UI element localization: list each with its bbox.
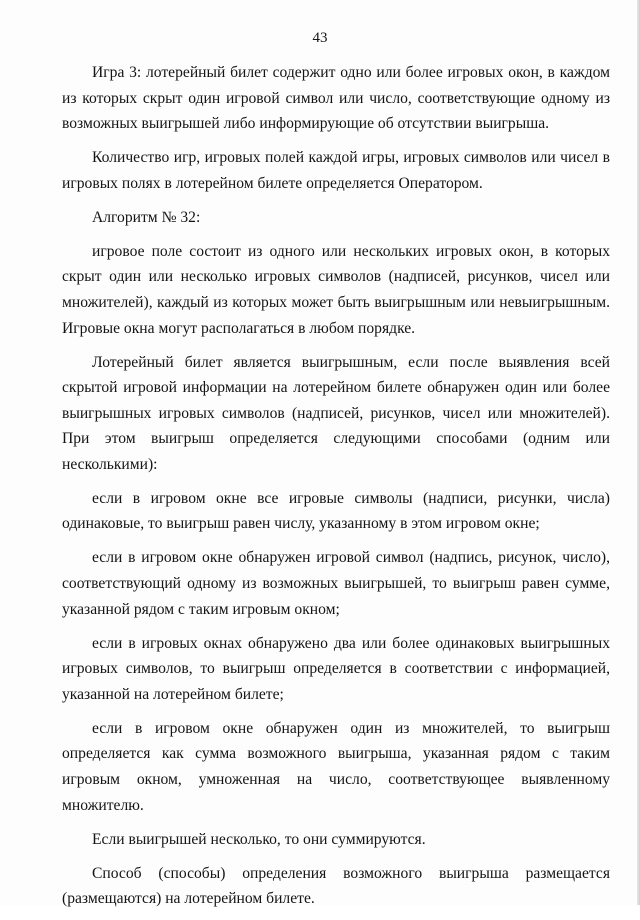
paragraph-operator: Количество игр, игровых полей каждой игры, игровых символов или чисел в игровых полях в лотерейном билете определяется Оператором. [62, 149, 610, 192]
paragraph-rule-multiplier: если в игровом окне обнаружен один из множителей, то выигрыш определяется как сумма возможного выигрыша, указанная рядом с таким игровым окном, умноженная на число, соответствующее выявленному множителю. [62, 719, 610, 814]
paragraph-rule-same-symbols: если в игровом окне все игровые символы (надписи, рисунки, числа) одинаковые, то выигрыш равен числу, указанному в этом игровом окне; [62, 489, 610, 533]
paragraph-algorithm-heading: Алгоритм № 32: [92, 208, 201, 226]
paragraph-rule-identical-symbols: если в игровых окнах обнаружено два или более одинаковых выигрышных игровых символов, то выигрыш определяется в соответствии с информацией, указанной на лотерейном билете; [62, 634, 610, 703]
paragraph-rule-symbol-match: если в игровом окне обнаружен игровой символ (надпись, рисунок, число), соответствующий одному из возможных выигрышей, то выигрыш равен сумме, указанной рядом с таким игровым окном; [62, 549, 610, 618]
document-body [62, 60, 610, 920]
paragraph-game-3: Игра 3: лотерейный билет содержит одно или более игровых окон, в каждом из которых скрыт один игровой символ или число, соответствующие одному из возможных выигрышей либо информирующие об отсутствии выигрыша. [62, 64, 610, 133]
paragraph-method-placement: Способ (способы) определения возможного выигрыша размещается (размещаются) на лотерейном билете. [62, 864, 610, 908]
paragraph-sum-wins: Если выигрышей несколько, то они суммируются. [92, 830, 426, 848]
page-number: 43 [312, 30, 328, 46]
paragraph-game-field: игровое поле состоит из одного или нескольких игровых окон, в которых скрыт один или несколько игровых символов (надписей, рисунков, чисел или множителей), каждый из которых может быть выигрышным или невыигрышным. Игровые окна могут располагаться в любом порядке. [62, 242, 610, 337]
paragraph-winning-ticket: Лотерейный билет является выигрышным, если после выявления всей скрытой игровой информации на лотерейном билете обнаружен один или более выигрышных игровых символов (надписей, рисунков, чисел или множителей). При этом выигрыш определяется следующими способами (одним или несколькими): [62, 353, 610, 473]
